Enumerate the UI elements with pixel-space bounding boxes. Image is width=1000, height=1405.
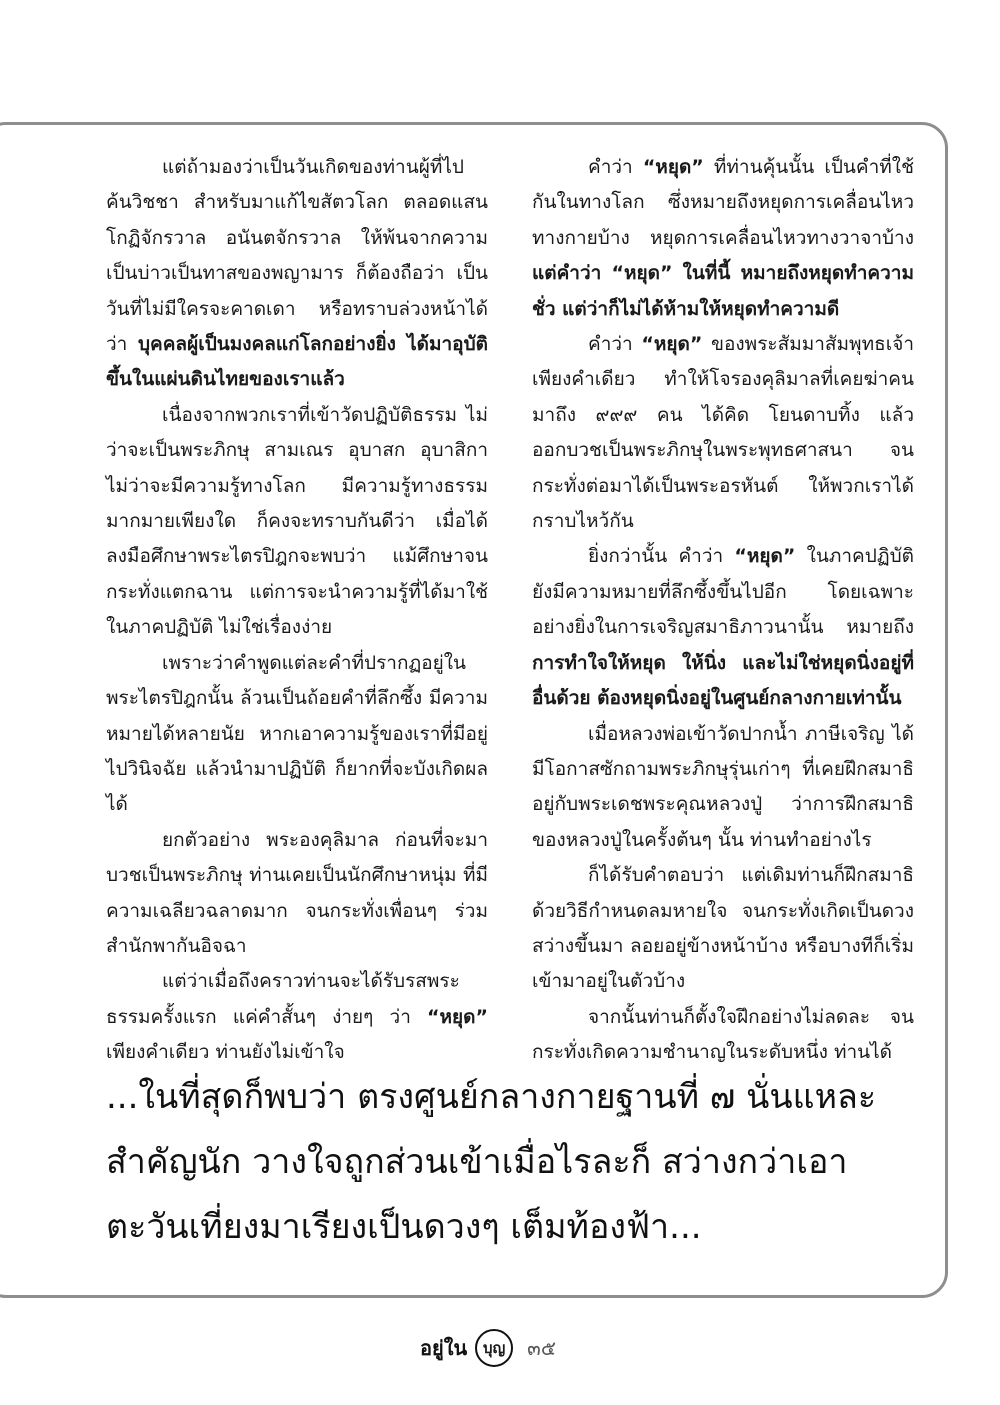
text-run: จากนั้นท่านก็ตั้งใจฝึกอย่างไม่ลดละ จนกระทั่งเกิดความชำนาญในระดับหนึ่ง ท่านได้ — [532, 1005, 914, 1064]
text-run: แต่ถ้ามองว่าเป็นวันเกิดของท่านผู้ที่ไปค้นวิชชา สำหรับมาแก้ไขสัตวโลก ตลอดแสนโกฏิจักรวาล อนันตจักรวาล ให้พ้นจากความเป็นบ่าวเป็นทาสของพญามาร ก็ต้องถือว่า เป็นวันที่ไม่มีใครจะคาดเดา หรือทราบล่วงหน้าได้ว่า — [106, 156, 488, 356]
paragraph — [106, 964, 488, 1070]
bold-text: การทำใจให้หยุด ให้นิ่ง และไม่ใช่หยุดนิ่งอยู่ที่อื่นด้วย ต้องหยุดนิ่งอยู่ในศูนย์กลางกายเท่านั้น — [532, 651, 914, 710]
text-run: ที่ท่านคุ้นนั้น เป็นคำที่ใช้กันในทางโลก ซึ่งหมายถึงหยุดการเคลื่อนไหวทางกายบ้าง หยุดการเคลื่อนไหวทางวาจาบ้าง — [532, 156, 914, 249]
text-run: ก็ได้รับคำตอบว่า แต่เดิมท่านก็ฝึกสมาธิด้วยวิธีกำหนดลมหายใจ จนกระทั่งเกิดเป็นดวงสว่างขึ้นมา ลอยอยู่ข้างหน้าบ้าง หรือบางทีก็เริ่มเข้ามาอยู่ในตัวบ้าง — [532, 864, 914, 993]
paragraph — [106, 646, 488, 823]
text-run: แต่ว่าเมื่อถึงคราวท่านจะได้รับรสพระธรรมครั้งแรก แค่คำสั้นๆ ง่ายๆ ว่า — [106, 970, 460, 1028]
text-run: ในภาคปฏิบัติ ยังมีความหมายที่ลึกซึ้งขึ้นไปอีก โดยเฉพาะอย่างยิ่งในการเจริญสมาธิภาวนานั้น หมายถึง — [532, 545, 914, 639]
left-column — [106, 150, 488, 1071]
paragraph — [532, 717, 914, 859]
pull-quote: ...ในที่สุดก็พบว่า ตรงศูนย์กลางกายฐานที่ ๗ นั่นแหละ สำคัญนัก วางใจถูกส่วนเข้าเมื่อไรละก็ สว่างกว่าเอาตะวันเที่ยงมาเรียงเป็นดวงๆ เต็มท้องฟ้า... — [106, 1077, 877, 1247]
magazine-logo-text: อยู่ใน — [420, 1336, 468, 1360]
text-run: เพราะว่าคำพูดแต่ละคำที่ปรากฏอยู่ในพระไตรปิฎกนั้น ล้วนเป็นถ้อยคำที่ลึกซึ้ง มีความหมายได้หลายนัย หากเอาความรู้ของเราที่มีอยู่ไปวินิจฉัย แล้วนำมาปฏิบัติ ก็ยากที่จะบังเกิดผลได้ — [106, 651, 488, 816]
paragraph — [106, 398, 488, 646]
paragraph — [532, 858, 914, 1000]
magazine-logo-circle-text: บุญ — [483, 1339, 506, 1357]
bold-text: “หยุด” — [734, 545, 796, 568]
right-column — [532, 150, 914, 1071]
magazine-logo-circle — [475, 1329, 513, 1367]
text-run: ของพระสัมมาสัมพุทธเจ้าเพียงคำเดียว ทำให้โจรองคุลิมาลที่เคยฆ่าคนมาถึง ๙๙๙ คน ได้คิด โยนดาบทิ้ง แล้วออกบวชเป็นพระภิกษุในพระพุทธศาสนา จนกระทั่งต่อมาได้เป็นพระอรหันต์ ให้พวกเราได้กราบไหว้กัน — [532, 333, 914, 533]
page-number: ๓๕ — [527, 1336, 556, 1360]
text-run: เนื่องจากพวกเราที่เข้าวัดปฏิบัติธรรม ไม่ว่าจะเป็นพระภิกษุ สามเณร อุบาสก อุบาสิกา ไม่ว่าจะมีความรู้ทางโลก มีความรู้ทางธรรมมากมายเพียงใด ก็คงจะทราบกันดีว่า เมื่อได้ลงมือศึกษาพระไตรปิฎกจะพบว่า แม้ศึกษาจนกระทั่งแตกฉาน แต่การจะนำความรู้ที่ได้มาใช้ในภาคปฏิบัติ ไม่ใช่เรื่องง่าย — [106, 403, 488, 639]
paragraph — [106, 150, 488, 398]
text-run: เพียงคำเดียว ท่านยังไม่เข้าใจ — [106, 1041, 345, 1064]
page-footer — [420, 1328, 556, 1368]
text-run: ยกตัวอย่าง พระองคุลิมาล ก่อนที่จะมาบวชเป็นพระภิกษุ ท่านเคยเป็นนักศึกษาหนุ่ม ที่มีความเฉลียวฉลาดมาก จนกระทั่งเพื่อนๆ ร่วมสำนักพากันอิจฉา — [106, 828, 488, 957]
text-run: ยิ่งกว่านั้น คำว่า — [588, 545, 735, 568]
text-run: คำว่า — [588, 156, 643, 178]
paragraph — [532, 539, 914, 716]
paragraph — [532, 150, 914, 327]
paragraph — [106, 823, 488, 965]
bold-text: “หยุด” — [427, 1005, 488, 1028]
paragraph — [532, 327, 914, 539]
bold-text: บุคคลผู้เป็นมงคลแก่โลกอย่างยิ่ง ได้มาอุบัติขึ้นในแผ่นดินไทยของเราแล้ว — [106, 333, 488, 391]
text-run: เมื่อหลวงพ่อเข้าวัดปากน้ำ ภาษีเจริญ ได้มีโอกาสซักถามพระภิกษุรุ่นเก่าๆ ที่เคยฝึกสมาธิอยู่กับพระเดชพระคุณหลวงปู่ ว่าการฝึกสมาธิของหลวงปู่ในครั้งต้นๆ นั้น ท่านทำอย่างไร — [532, 722, 914, 851]
bold-text: “หยุด” — [641, 333, 703, 356]
bold-text: “หยุด” — [642, 156, 704, 178]
text-run: คำว่า — [588, 333, 642, 356]
bold-text: แต่คำว่า “หยุด” ในที่นี้ หมายถึงหยุดทำความชั่ว แต่ว่าก็ไม่ได้ห้ามให้หยุดทำความดี — [532, 262, 914, 320]
paragraph — [532, 1000, 914, 1071]
